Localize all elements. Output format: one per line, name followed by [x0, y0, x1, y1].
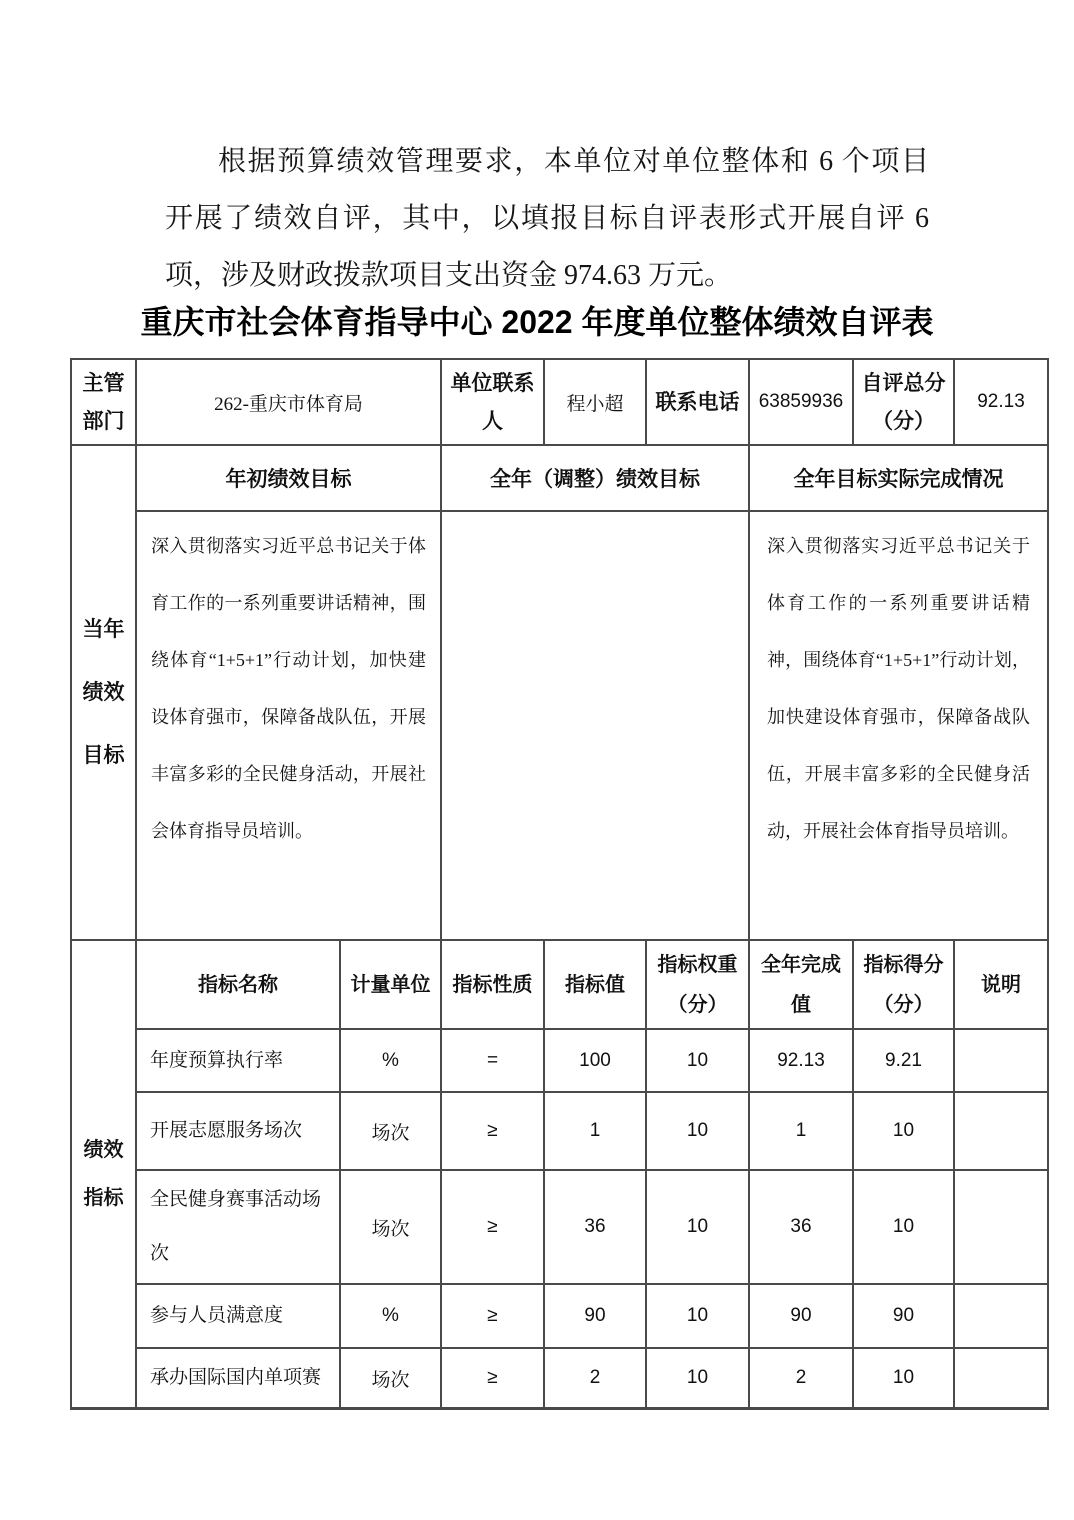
dept-label-cell: 主管部门 — [71, 359, 136, 445]
indicator-note-cell — [954, 1348, 1048, 1409]
goal-body-row — [71, 511, 1048, 940]
indicator-target-cell: 36 — [544, 1170, 646, 1284]
indicator-name-cell: 开展志愿服务场次 — [136, 1092, 340, 1170]
header-target-value: 指标值 — [544, 940, 646, 1029]
phone-value-cell: 63859936 — [749, 359, 853, 445]
info-row-table — [70, 358, 1049, 446]
indicator-weight-cell: 10 — [646, 1348, 749, 1409]
indicator-section-table — [70, 939, 1049, 1410]
indicator-score-cell: 10 — [853, 1092, 954, 1170]
goal-row-label-cell: 当年绩效目标 — [71, 445, 136, 940]
indicator-unit-cell: 场次 — [340, 1348, 441, 1409]
indicator-row — [71, 1170, 1048, 1284]
indicator-nature-cell: ≥ — [441, 1170, 544, 1284]
initial-goal-cell: 深入贯彻落实习近平总书记关于体育工作的一系列重要讲话精神，围绕体育“1+5+1”行动计划，加快建设体育强市，保障备战队伍，开展丰富多彩的全民健身活动，开展社会体育指导员培训。 — [136, 511, 441, 940]
indicator-target-cell: 1 — [544, 1092, 646, 1170]
indicator-score-cell: 10 — [853, 1348, 954, 1409]
document-title: 重庆市社会体育指导中心 2022 年度单位整体绩效自评表 — [140, 304, 934, 340]
indicator-unit-cell: % — [340, 1029, 441, 1092]
intro-line-3: 项，涉及财政拨款项目支出资金 974.63 万元。 — [165, 260, 733, 291]
indicator-unit-cell: % — [340, 1284, 441, 1348]
indicator-weight-cell: 10 — [646, 1029, 749, 1092]
indicator-note-cell — [954, 1029, 1048, 1092]
self-evaluation-table — [70, 358, 1047, 1410]
indicator-target-cell: 2 — [544, 1348, 646, 1409]
dept-value-cell: 262-重庆市体育局 — [136, 359, 441, 445]
indicator-row — [71, 1092, 1048, 1170]
indicator-name-cell: 参与人员满意度 — [136, 1284, 340, 1348]
score-value-cell: 92.13 — [954, 359, 1048, 445]
indicator-score-cell: 10 — [853, 1170, 954, 1284]
indicator-name-cell: 承办国际国内单项赛 — [136, 1348, 340, 1409]
indicator-row — [71, 1284, 1048, 1348]
goal-header-adjusted: 全年（调整）绩效目标 — [441, 445, 749, 511]
indicator-score-cell: 9.21 — [853, 1029, 954, 1092]
intro-paragraph — [165, 133, 929, 304]
indicator-name-cell: 年度预算执行率 — [136, 1029, 340, 1092]
contact-label-cell: 单位联系人 — [441, 359, 544, 445]
info-row — [71, 359, 1048, 445]
header-indicator-name: 指标名称 — [136, 940, 340, 1029]
indicator-weight-cell: 10 — [646, 1092, 749, 1170]
indicator-nature-cell: ≥ — [441, 1092, 544, 1170]
header-note: 说明 — [954, 940, 1048, 1029]
header-nature: 指标性质 — [441, 940, 544, 1029]
indicator-weight-cell: 10 — [646, 1284, 749, 1348]
indicator-note-cell — [954, 1284, 1048, 1348]
indicator-completed-cell: 90 — [749, 1284, 853, 1348]
indicator-completed-cell: 1 — [749, 1092, 853, 1170]
contact-value-cell: 程小超 — [544, 359, 646, 445]
goal-header-initial: 年初绩效目标 — [136, 445, 441, 511]
indicator-nature-cell: ≥ — [441, 1284, 544, 1348]
indicator-note-cell — [954, 1092, 1048, 1170]
actual-completion-cell: 深入贯彻落实习近平总书记关于体育工作的一系列重要讲话精神，围绕体育“1+5+1”行动计划，加快建设体育强市，保障备战队伍，开展丰富多彩的全民健身活动，开展社会体育指导员培训。 — [749, 511, 1048, 940]
goal-header-actual: 全年目标实际完成情况 — [749, 445, 1048, 511]
indicator-name-cell: 全民健身赛事活动场次 — [136, 1170, 340, 1284]
indicator-target-cell: 100 — [544, 1029, 646, 1092]
header-weight: 指标权重（分） — [646, 940, 749, 1029]
goal-section-table — [70, 444, 1049, 941]
indicator-note-cell — [954, 1170, 1048, 1284]
indicator-completed-cell: 2 — [749, 1348, 853, 1409]
indicator-score-cell: 90 — [853, 1284, 954, 1348]
indicator-unit-cell: 场次 — [340, 1170, 441, 1284]
indicator-nature-cell: = — [441, 1029, 544, 1092]
indicator-row — [71, 1029, 1048, 1092]
adjusted-goal-cell — [441, 511, 749, 940]
indicator-nature-cell: ≥ — [441, 1348, 544, 1409]
indicator-target-cell: 90 — [544, 1284, 646, 1348]
indicator-completed-cell: 36 — [749, 1170, 853, 1284]
indicator-row-label-cell: 绩效指标 — [71, 940, 136, 1409]
intro-line-2: 开展了绩效自评，其中，以填报目标自评表形式开展自评 6 — [165, 203, 929, 234]
score-label-cell: 自评总分（分） — [853, 359, 954, 445]
header-score: 指标得分（分） — [853, 940, 954, 1029]
indicator-row — [71, 1348, 1048, 1409]
indicator-weight-cell: 10 — [646, 1170, 749, 1284]
intro-line-1: 根据预算绩效管理要求，本单位对单位整体和 6 个项目 — [218, 146, 929, 177]
goal-header-row — [71, 445, 1048, 511]
indicator-header-row — [71, 940, 1048, 1029]
header-unit: 计量单位 — [340, 940, 441, 1029]
indicator-unit-cell: 场次 — [340, 1092, 441, 1170]
phone-label-cell: 联系电话 — [646, 359, 749, 445]
header-completed-value: 全年完成值 — [749, 940, 853, 1029]
indicator-completed-cell: 92.13 — [749, 1029, 853, 1092]
